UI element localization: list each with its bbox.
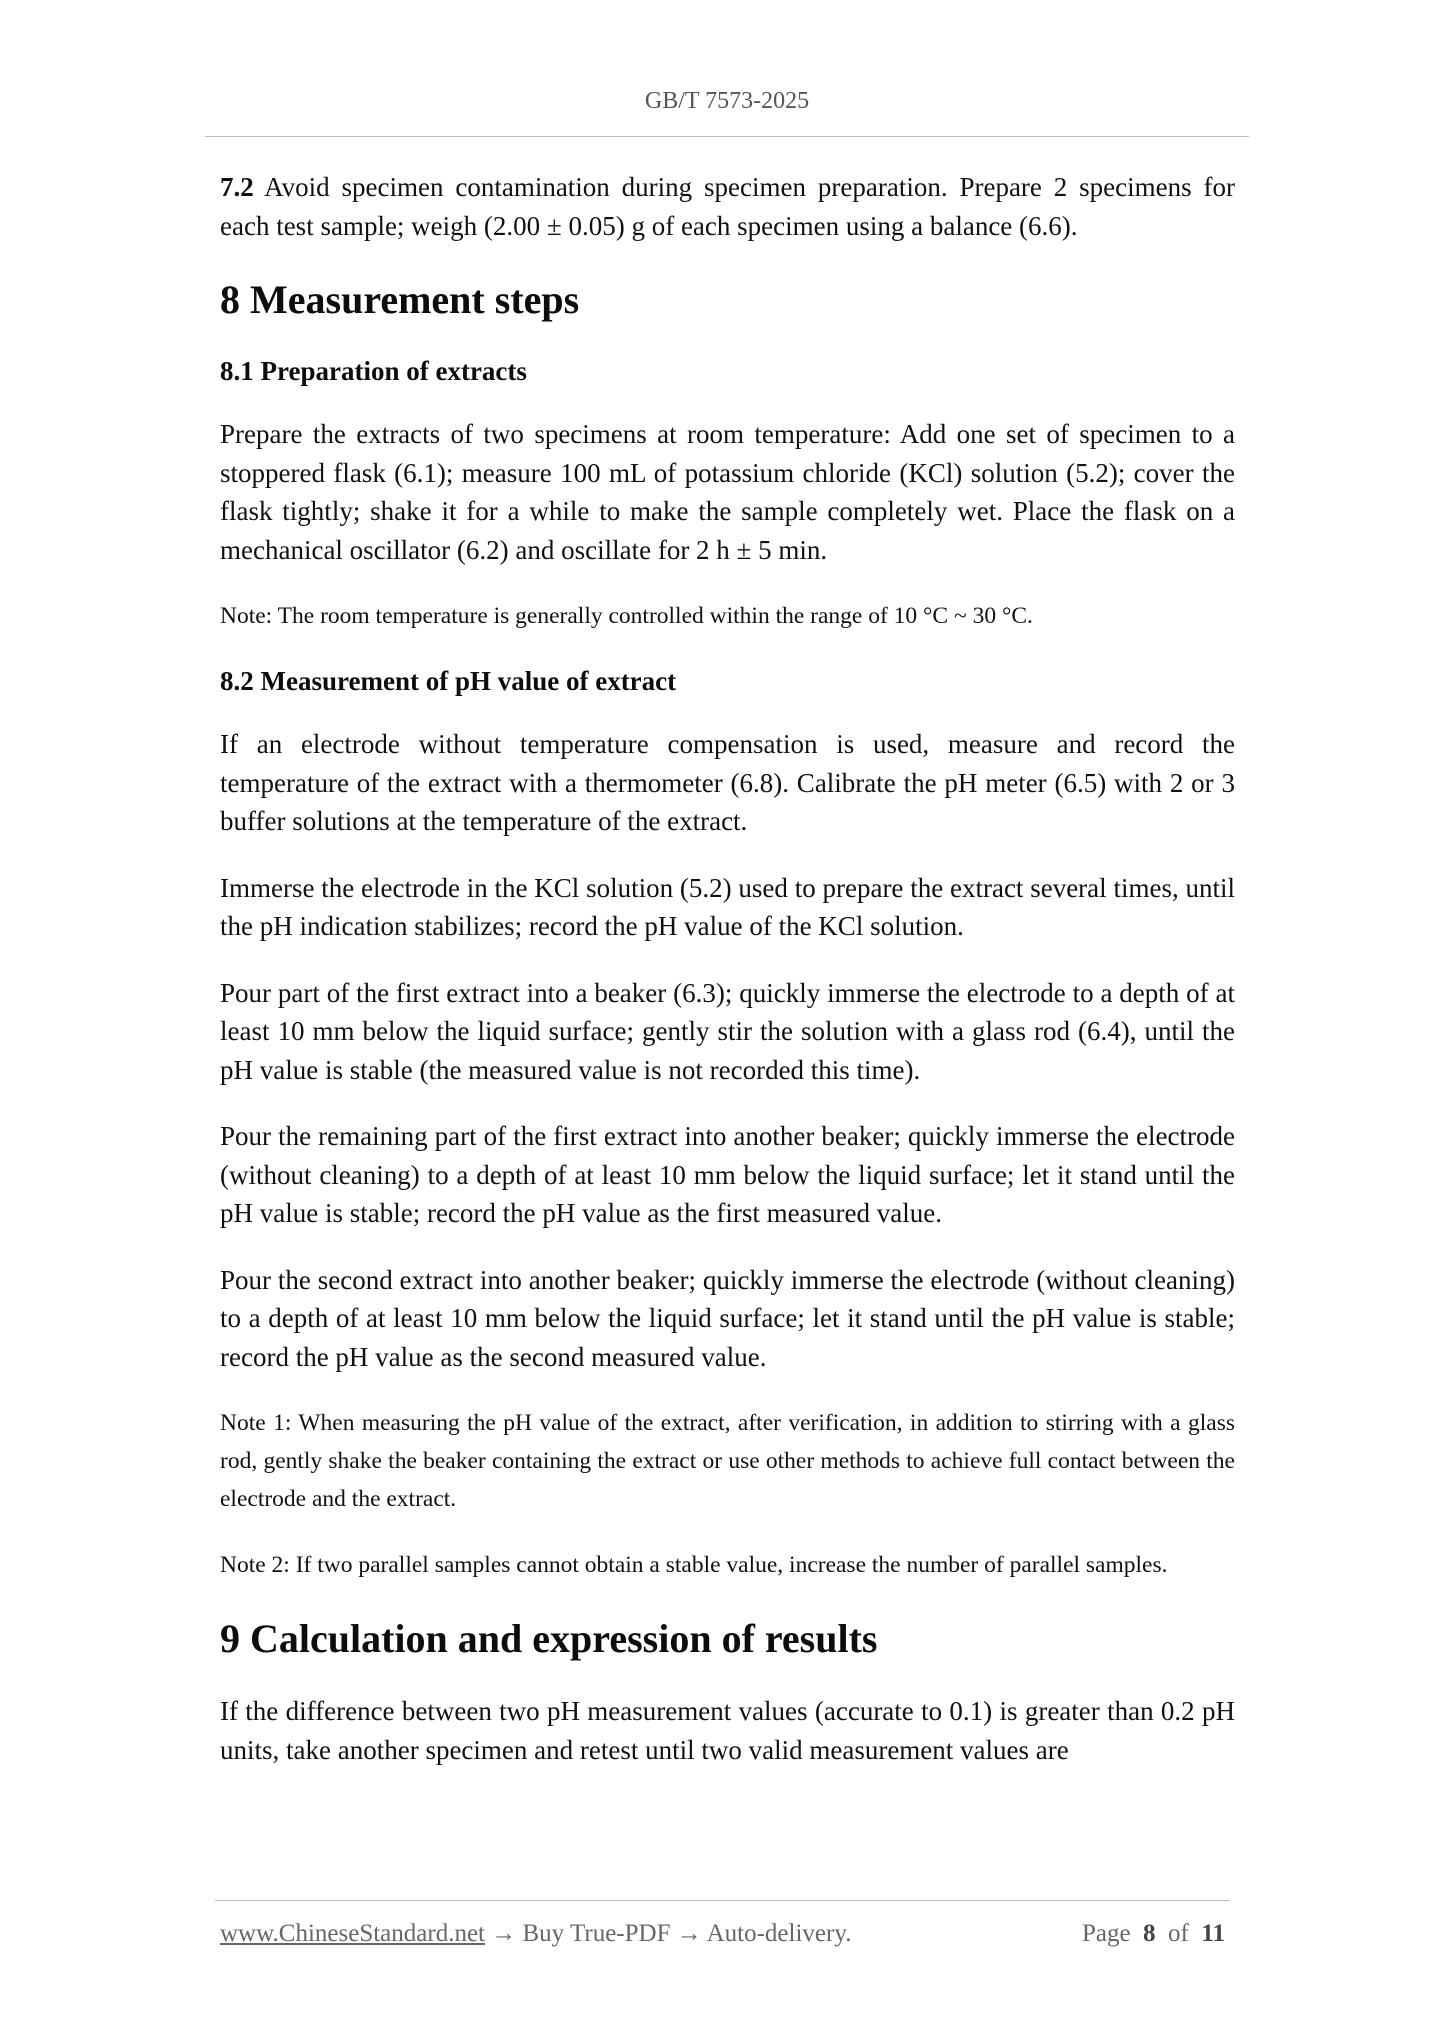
current-page-number: 8 (1143, 1920, 1156, 1947)
section-8-1-heading: 8.1 Preparation of extracts (220, 356, 527, 386)
section-8-2-paragraph: Pour part of the first extract into a beaker (6.3); quickly immerse the electrode to a depth of at least 10 mm below the liquid surface; gently stir the solution with a glass rod (6.4), until the pH value is stable (the measured value is not recorded this time). (220, 977, 1235, 1085)
section-8-2-heading: 8.2 Measurement of pH value of extract (220, 666, 677, 696)
section-8-heading: 8 Measurement steps (220, 277, 580, 322)
clause-7-2 (220, 168, 1235, 245)
section-8-2-note-1: Note 1: When measuring the pH value of the extract, after verification, in addition to stirring with a glass rod, gently shake the beaker containing the extract or use other methods to achieve full contact between the electrode and the extract. (220, 1410, 1235, 1512)
clause-7-2-number: 7.2 (220, 172, 254, 202)
section-8-1-note: Note: The room temperature is generally controlled within the range of 10 °C ~ 30 °C. (220, 603, 1033, 629)
section-9-paragraph: If the difference between two pH measurement values (accurate to 0.1) is greater than 0.2 pH units, take another specimen and retest until two valid measurement values are (220, 1696, 1235, 1765)
page-label: Page (1081, 1920, 1131, 1947)
section-8-1-paragraph: Prepare the extracts of two specimens at room temperature: Add one set of specimen to a stoppered flask (6.1); measure 100 mL of potassium chloride (KCl) solution (5.2); cover the flask tightly; shake it for a while to make the sample completely wet. Place the flask on a mechanical oscillator (6.2) and oscillate for 2 h ± 5 min. (220, 419, 1235, 565)
section-8-2-paragraph: Immerse the electrode in the KCl solution (5.2) used to prepare the extract several times, until the pH indication stabilizes; record the pH value of the KCl solution. (220, 872, 1235, 941)
section-8-2-paragraph: Pour the remaining part of the first extract into another beaker; quickly immerse the electrode (without cleaning) to a depth of at least 10 mm below the liquid surface; let it stand until the pH value is stable; record the pH value as the first measured value. (220, 1121, 1235, 1228)
footer-divider (215, 1900, 1230, 1901)
section-9-heading: 9 Calculation and expression of results (220, 1616, 878, 1661)
total-pages-number: 11 (1201, 1920, 1225, 1947)
website-link[interactable]: www.ChineseStandard.net (220, 1920, 485, 1947)
footer-promo (220, 1920, 851, 1948)
clause-7-2-text: Avoid specimen contamination during specimen preparation. Prepare 2 specimens for each test sample; weigh (2.00 ± 0.05) g of each specimen using a balance (6.6). (220, 172, 1235, 241)
page-header (205, 88, 1249, 115)
section-8-2-note-2: Note 2: If two parallel samples cannot obtain a stable value, increase the number of parallel samples. (220, 1552, 1168, 1578)
document-body (220, 168, 1235, 1797)
of-label: of (1168, 1920, 1189, 1947)
promo-text: → Buy True-PDF → Auto-delivery. (485, 1920, 852, 1947)
section-8-2-paragraph: Pour the second extract into another beaker; quickly immerse the electrode (without cleaning) to a depth of at least 10 mm below the liquid surface; let it stand until the pH value is stable; record the pH value as the second measured value. (220, 1264, 1235, 1372)
header-divider (205, 136, 1249, 137)
page-indicator (1082, 1920, 1225, 1948)
document-code: GB/T 7573-2025 (644, 88, 810, 114)
section-8-2-paragraph: If an electrode without temperature compensation is used, measure and record the temperature of the extract with a thermometer (6.8). Calibrate the pH meter (6.5) with 2 or 3 buffer solutions at the temperature of the extract. (220, 729, 1235, 836)
